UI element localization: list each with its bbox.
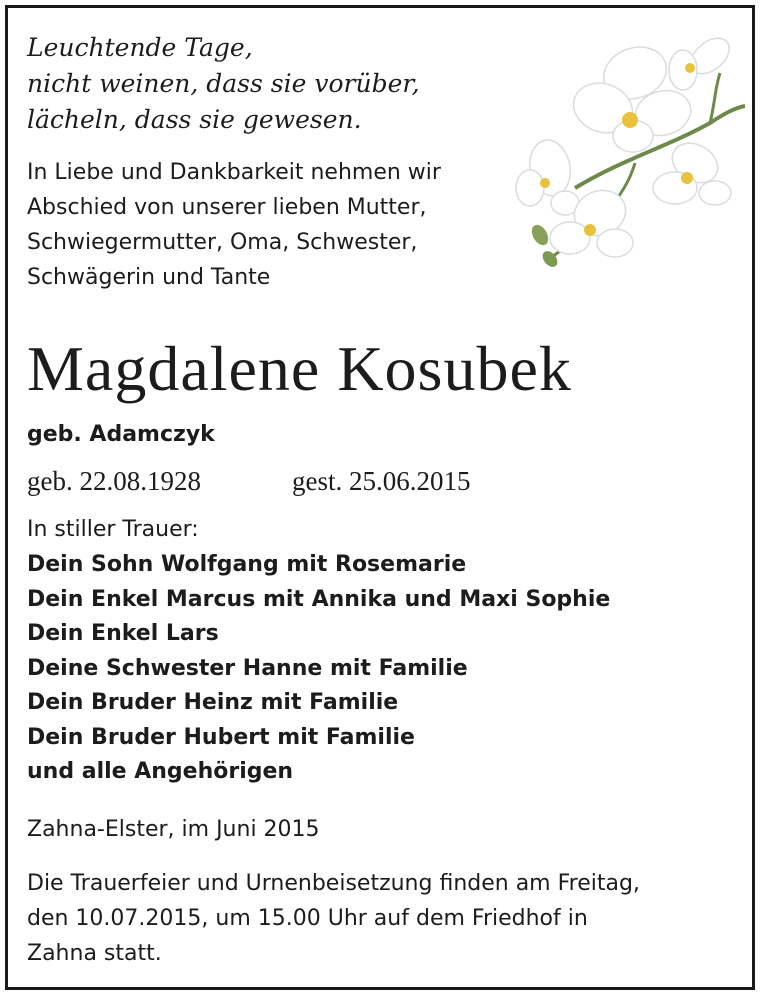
intro-text [27, 155, 441, 295]
ceremony-text [27, 866, 640, 971]
mourner-line: Dein Enkel Marcus mit Annika und Maxi Sophie [27, 586, 611, 612]
verse-line: nicht weinen, dass sie vorüber, [27, 69, 420, 98]
verse [27, 30, 420, 138]
ceremony-line: Zahna statt. [27, 941, 162, 966]
intro-line: Abschied von unserer lieben Mutter, [27, 195, 427, 220]
verse-line: Leuchtende Tage, [27, 33, 253, 62]
mourner-line: Deine Schwester Hanne mit Familie [27, 655, 468, 681]
mourner-line: Dein Bruder Heinz mit Familie [27, 690, 399, 715]
intro-line: In Liebe und Dankbarkeit nehmen wir [27, 160, 441, 185]
intro-line: Schwiegermutter, Oma, Schwester, [27, 230, 418, 255]
intro-line: Schwägerin und Tante [27, 265, 271, 290]
orchid-flower-icon [515, 28, 745, 268]
mourners-list [27, 548, 610, 790]
mourner-line: Dein Enkel Lars [27, 621, 219, 646]
place-date: Zahna-Elster, im Juni 2015 [27, 817, 320, 842]
maiden-name: geb. Adamczyk [27, 422, 215, 447]
ceremony-line: den 10.07.2015, um 15.00 Uhr auf dem Friedhof in [27, 906, 588, 931]
deceased-name: Magdalene Kosubek [27, 333, 572, 404]
birth-date: geb. 22.08.1928 [27, 466, 201, 496]
ceremony-line: Die Trauerfeier und Urnenbeisetzung finden am Freitag, [27, 871, 640, 896]
death-date: gest. 25.06.2015 [292, 466, 471, 496]
mourner-line: Dein Sohn Wolfgang mit Rosemarie [27, 552, 467, 577]
mourner-line: Dein Bruder Hubert mit Familie [27, 724, 415, 750]
verse-line: lächeln, dass sie gewesen. [27, 105, 362, 134]
mourner-line: und alle Angehörigen [27, 759, 294, 784]
mourning-label: In stiller Trauer: [27, 517, 199, 542]
